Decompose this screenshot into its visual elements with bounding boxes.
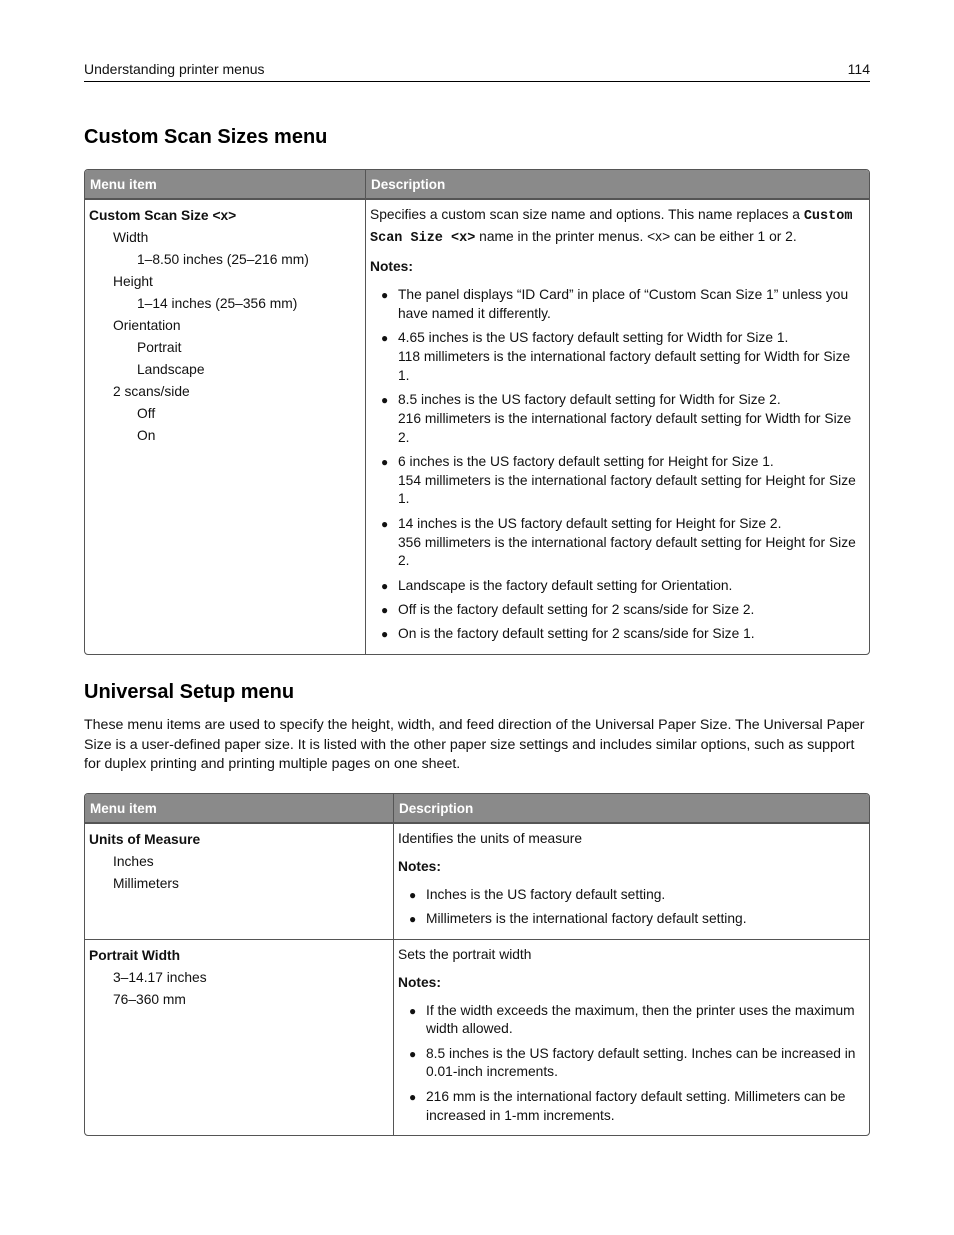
list-item: ● 4.65 inches is the US factory default setting for Width for Size 1. 118 millimeters is the international factory default setting for Width for Size 1. bbox=[381, 330, 851, 383]
description-text: Specifies a custom scan size name and options. This name replaces a Custom Scan Size <x> name in the printer menus. <x> can be either 1 or 2. bbox=[370, 207, 853, 246]
description-text: Sets the portrait width bbox=[398, 946, 532, 962]
list-item: ● 8.5 inches is the US factory default setting for Width for Size 2. 216 millimeters is the international factory default setting for Width for Size 2. bbox=[381, 391, 852, 445]
menu-option: 1–8.50 inches (25–216 mm) bbox=[137, 252, 309, 267]
menu-item-cell bbox=[85, 939, 393, 1135]
page-header bbox=[84, 58, 870, 82]
list-item: ● 14 inches is the US factory default setting for Height for Size 2. 356 millimeters is the international factory default setting for Height for Size 2. bbox=[381, 515, 856, 569]
notes-label: Notes: bbox=[398, 859, 441, 874]
menu-item-cell bbox=[85, 199, 365, 654]
list-item: ● Landscape is the factory default setting for Orientation. bbox=[381, 577, 733, 593]
menu-option: Width bbox=[113, 230, 149, 245]
universal-setup-table bbox=[84, 793, 870, 1136]
menu-item-title: Custom Scan Size <x> bbox=[89, 208, 237, 223]
custom-scan-sizes-table bbox=[84, 169, 870, 655]
description-cell bbox=[393, 823, 869, 939]
menu-item-title: Units of Measure bbox=[89, 832, 201, 847]
description-text: Identifies the units of measure bbox=[398, 831, 583, 846]
custom-scan-sizes-heading: Custom Scan Sizes menu bbox=[84, 126, 328, 148]
notes-list bbox=[398, 1002, 865, 1126]
menu-option: On bbox=[137, 428, 156, 443]
list-item: ● Millimeters is the international factory default setting. bbox=[409, 911, 747, 927]
description-cell bbox=[365, 199, 869, 654]
page-number: 114 bbox=[847, 61, 870, 77]
column-header-menu-item: Menu item bbox=[85, 794, 393, 823]
header-section-title: Understanding printer menus bbox=[84, 61, 265, 77]
menu-option: 2 scans/side bbox=[113, 384, 190, 399]
menu-option: Landscape bbox=[137, 362, 205, 377]
notes-list bbox=[398, 886, 865, 929]
list-item: ● Off is the factory default setting for 2 scans/side for Size 2. bbox=[381, 601, 755, 617]
table-row bbox=[85, 199, 869, 654]
list-item: ● On is the factory default setting for 2 scans/side for Size 1. bbox=[381, 626, 755, 642]
menu-option: Millimeters bbox=[113, 876, 179, 891]
menu-item-cell bbox=[85, 823, 393, 939]
menu-option: 3–14.17 inches bbox=[113, 969, 207, 985]
table-row bbox=[85, 823, 869, 939]
menu-option: Orientation bbox=[113, 318, 181, 333]
list-item: ● The panel displays “ID Card” in place of “Custom Scan Size 1” unless you have named it differently. bbox=[381, 287, 849, 321]
list-item: ● Inches is the US factory default setting. bbox=[409, 887, 666, 902]
inline-code: Custom Scan Size <x> bbox=[370, 209, 853, 246]
list-item: ● 216 mm is the international factory default setting. Millimeters can be increased in 1-mm increments. bbox=[409, 1088, 846, 1123]
menu-option: Off bbox=[137, 406, 156, 421]
list-item: ● If the width exceeds the maximum, then the printer uses the maximum width allowed. bbox=[409, 1002, 855, 1037]
column-header-description: Description bbox=[393, 794, 869, 823]
menu-option: Height bbox=[113, 274, 153, 289]
list-item: ● 6 inches is the US factory default setting for Height for Size 1. 154 millimeters is the international factory default setting for Height for Size 1. bbox=[381, 453, 856, 507]
description-cell bbox=[393, 939, 869, 1135]
table-header-row bbox=[85, 794, 869, 823]
table-header-row bbox=[85, 170, 869, 199]
notes-list bbox=[370, 286, 865, 644]
column-header-description: Description bbox=[365, 170, 869, 199]
notes-label: Notes: bbox=[370, 259, 413, 274]
table-row bbox=[85, 939, 869, 1135]
menu-item-title: Portrait Width bbox=[89, 947, 181, 963]
universal-setup-heading: Universal Setup menu bbox=[84, 681, 295, 703]
column-header-menu-item: Menu item bbox=[85, 170, 365, 199]
menu-option: 76–360 mm bbox=[113, 991, 186, 1007]
menu-option: 1–14 inches (25–356 mm) bbox=[137, 296, 298, 311]
notes-label: Notes: bbox=[398, 974, 441, 990]
universal-setup-intro: These menu items are used to specify the height, width, and feed direction of the Universal Paper Size. The Universal Paper Size is a user-defined paper size. It is listed with the other paper size settings and includes similar options, such as support for duplex printing and printing multiple pages on one sheet. bbox=[84, 717, 865, 772]
menu-option: Inches bbox=[113, 854, 154, 869]
list-item: ● 8.5 inches is the US factory default setting. Inches can be increased in 0.01-inch increments. bbox=[409, 1045, 856, 1080]
menu-option: Portrait bbox=[137, 340, 182, 355]
